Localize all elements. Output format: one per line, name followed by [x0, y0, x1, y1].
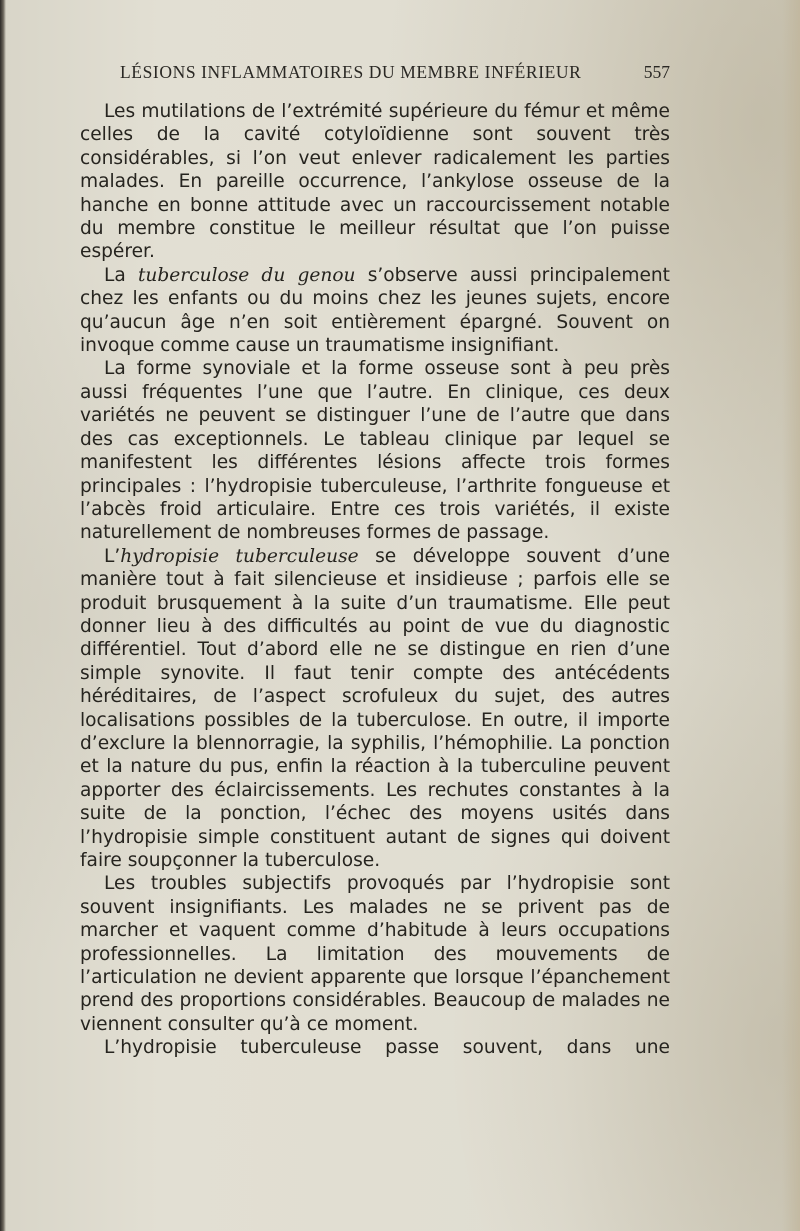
paragraph-tuberculose-genou	[80, 264, 670, 358]
paragraph-text: Les troubles subjectifs provoqués par l’hydropisie sont souvent insignifiants. Les malades ne se privent pas de marcher et vaquent comme d’habitude à leurs occupations professionnelles. La limitation des mouvements de l’articulation ne devient apparente que lorsque l’épanchement prend des proportions considérables. Beaucoup de malades ne viennent consulter qu’à ce moment.	[80, 873, 670, 1035]
paragraph-troubles	[80, 872, 670, 1036]
page-number: 557	[643, 62, 670, 82]
running-head	[110, 58, 670, 88]
paragraph-text: s’observe aussi principalement chez les enfants ou du moins chez les jeunes sujets, encore qu’aucun âge n’en soit entièrement épargné. Souvent on invoque comme cause un traumatisme insignifiant.	[80, 264, 670, 357]
paragraph-formes	[80, 357, 670, 544]
page-edge-stain	[782, 0, 800, 1231]
body-text	[80, 100, 670, 1060]
paragraph-prefix: La	[104, 264, 138, 286]
paragraph-mutilations	[80, 100, 670, 264]
running-head-title: LÉSIONS INFLAMMATOIRES DU MEMBRE INFÉRIEUR	[120, 62, 582, 82]
paragraph-text: L’hydropisie tuberculeuse passe souvent, dans une	[104, 1037, 670, 1059]
italic-term: hydropisie tuberculeuse	[120, 545, 359, 567]
paragraph-hydropisie	[80, 545, 670, 873]
paragraph-text: La forme synoviale et la forme osseuse sont à peu près aussi fréquentes l’une que l’autre. En clinique, ces deux variétés ne peuvent se distinguer l’une de l’autre que dans des cas exceptionnels. Le tableau clinique par lequel se manifestent les différentes lésions affecte trois formes principales : l’hydropisie tuberculeuse, l’arthrite fongueuse et l’abcès froid articulaire. Entre ces trois variétés, il existe naturellement de nombreuses formes de passage.	[80, 358, 670, 544]
paragraph-continuation	[80, 1036, 670, 1059]
italic-term: tuberculose du genou	[137, 264, 356, 286]
paragraph-text: se développe souvent d’une manière tout à fait silencieuse et insidieuse ; parfois elle se produit brusquement à la suite d’un traumatisme. Elle peut donner lieu à des difficultés au point de vue du diagnostic différentiel. Tout d’abord elle ne se distingue en rien d’une simple synovite. Il faut tenir compte des antécédents héréditaires, de l’aspect scrofuleux du sujet, des autres localisations possibles de la tuberculose. En outre, il importe d’exclure la blennorragie, la syphilis, l’hémophilie. La ponction et la nature du pus, enfin la réaction à la tuberculine peuvent apporter des éclaircissements. Les rechutes constantes à la suite de la ponction, l’échec des moyens usités dans l’hydropisie simple constituent autant de signes qui doivent faire soupçonner la tuberculose.	[80, 545, 670, 871]
page-binding-shadow	[0, 0, 6, 1231]
paragraph-text: Les mutilations de l’extrémité supérieure du fémur et même celles de la cavité cotyloïdienne sont souvent très considérables, si l’on veut enlever radicalement les parties malades. En pareille occurrence, l’ankylose osseuse de la hanche en bonne attitude avec un raccourcissement notable du membre constitue le meilleur résultat que l’on puisse espérer.	[80, 101, 670, 263]
paragraph-prefix: L’	[104, 545, 121, 567]
